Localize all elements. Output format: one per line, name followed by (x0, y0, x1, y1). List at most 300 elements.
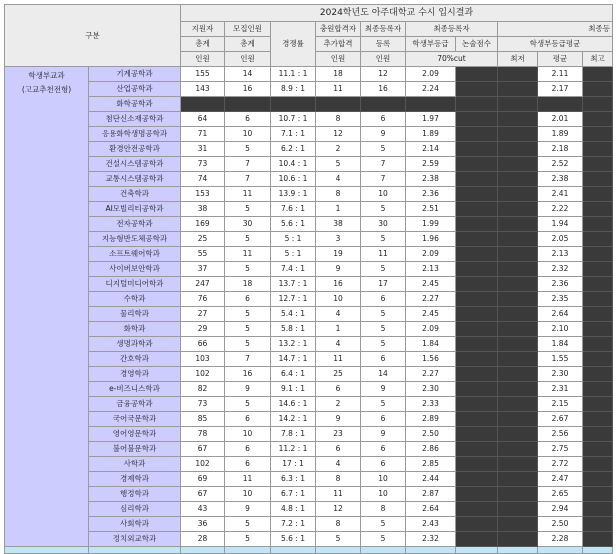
essay-score-cell (456, 232, 498, 247)
admission-results-table-container (4, 4, 612, 554)
essay-score-cell (456, 412, 498, 427)
extra-cell: 8 (316, 187, 361, 202)
max-grade-cell (583, 202, 613, 217)
table-row (5, 247, 613, 262)
applicants-cell: 82 (181, 382, 225, 397)
avg-grade-cell: 2.15 (538, 397, 583, 412)
applicants-cell: 31 (181, 142, 225, 157)
min-grade-cell (498, 367, 538, 382)
essay-score-cell (456, 397, 498, 412)
min-grade-cell (498, 232, 538, 247)
partial-cell (538, 547, 583, 554)
registered-cell: 5 (361, 337, 406, 352)
extra-cell: 1 (316, 202, 361, 217)
registered-cell: 5 (361, 532, 406, 547)
registered-cell: 9 (361, 127, 406, 142)
table-row (5, 67, 613, 82)
max-grade-cell (583, 472, 613, 487)
ratio-cell: 5.6 : 1 (271, 217, 316, 232)
registered-cell: 14 (361, 367, 406, 382)
quota-cell: 5 (225, 142, 271, 157)
max-grade-cell (583, 157, 613, 172)
ratio-cell: 8.9 : 1 (271, 82, 316, 97)
max-grade-cell (583, 337, 613, 352)
extra-cell: 38 (316, 217, 361, 232)
applicants-cell: 43 (181, 502, 225, 517)
table-title: 2024학년도 아주대학교 수시 입시결과 (181, 5, 613, 22)
avg-group-header: 학생부등급평균 (498, 37, 613, 52)
registered-cell: 6 (361, 442, 406, 457)
applicants-cell (181, 97, 225, 112)
registered-cell: 5 (361, 397, 406, 412)
department-name: 수학과 (89, 292, 181, 307)
min-grade-cell (498, 277, 538, 292)
min-grade-cell (498, 412, 538, 427)
extra-cell: 2 (316, 142, 361, 157)
ratio-cell: 13.2 : 1 (271, 337, 316, 352)
grade-cut-cell: 2.27 (406, 292, 456, 307)
applicants-cell: 71 (181, 127, 225, 142)
extra-cell: 4 (316, 307, 361, 322)
ratio-cell: 7.2 : 1 (271, 517, 316, 532)
table-row (5, 352, 613, 367)
applicants-cell: 25 (181, 232, 225, 247)
max-grade-cell (583, 277, 613, 292)
avg-grade-cell: 2.52 (538, 157, 583, 172)
applicants-cell: 143 (181, 82, 225, 97)
table-row (5, 172, 613, 187)
applicants-cell: 74 (181, 172, 225, 187)
extra-cell: 4 (316, 337, 361, 352)
max-grade-cell (583, 82, 613, 97)
avg-grade-cell: 2.64 (538, 307, 583, 322)
extra-cell: 23 (316, 427, 361, 442)
max-header: 최고 (583, 52, 613, 67)
department-name: 불어불문학과 (89, 442, 181, 457)
max-grade-cell (583, 112, 613, 127)
department-name: 국어국문학과 (89, 412, 181, 427)
ratio-cell: 6.2 : 1 (271, 142, 316, 157)
min-grade-cell (498, 427, 538, 442)
applicants-unit: 인원 (181, 52, 225, 67)
registered-cell: 9 (361, 382, 406, 397)
table-row (5, 127, 613, 142)
quota-cell: 10 (225, 487, 271, 502)
extra-cell: 12 (316, 502, 361, 517)
avg-grade-cell: 2.11 (538, 67, 583, 82)
final-header: 최종등록자 (406, 22, 498, 37)
grade-cut-cell: 2.09 (406, 247, 456, 262)
table-row (5, 202, 613, 217)
max-grade-cell (583, 532, 613, 547)
avg-grade-cell: 2.22 (538, 202, 583, 217)
avg-grade-cell: 2.18 (538, 142, 583, 157)
essay-score-cell (456, 487, 498, 502)
registered-cell: 5 (361, 262, 406, 277)
ratio-cell: 5.6 : 1 (271, 532, 316, 547)
ratio-cell: 10.4 : 1 (271, 157, 316, 172)
max-grade-cell (583, 412, 613, 427)
registered-cell: 8 (361, 502, 406, 517)
table-body (5, 67, 613, 554)
department-name: 물리학과 (89, 307, 181, 322)
ratio-cell: 7.4 : 1 (271, 262, 316, 277)
essay-score-cell (456, 367, 498, 382)
essay-score-cell (456, 82, 498, 97)
extra-cell: 5 (316, 532, 361, 547)
essay-score-cell (456, 97, 498, 112)
extra-cell: 9 (316, 262, 361, 277)
department-name: e-비즈니스학과 (89, 382, 181, 397)
quota-cell: 30 (225, 217, 271, 232)
department-name: 환경안전공학과 (89, 142, 181, 157)
max-grade-cell (583, 397, 613, 412)
table-row (5, 382, 613, 397)
quota-cell: 6 (225, 412, 271, 427)
max-grade-cell (583, 307, 613, 322)
registered-cell: 9 (361, 427, 406, 442)
min-grade-cell (498, 352, 538, 367)
registered-header: 최종등록자 (361, 22, 406, 37)
applicants-cell: 85 (181, 412, 225, 427)
department-name: 심리학과 (89, 502, 181, 517)
applicants-cell: 67 (181, 487, 225, 502)
min-grade-cell (498, 112, 538, 127)
quota-cell: 16 (225, 367, 271, 382)
ratio-cell: 6.4 : 1 (271, 367, 316, 382)
table-row (5, 277, 613, 292)
avg-grade-cell: 1.94 (538, 217, 583, 232)
min-grade-cell (498, 322, 538, 337)
department-name: 사학과 (89, 457, 181, 472)
department-name: 첨단신소재공학과 (89, 112, 181, 127)
grade-cut-cell: 1.56 (406, 352, 456, 367)
applicants-cell: 27 (181, 307, 225, 322)
grade-cut-cell: 2.33 (406, 397, 456, 412)
essay-score-cell (456, 442, 498, 457)
extra-cell: 4 (316, 172, 361, 187)
extra-cell: 16 (316, 277, 361, 292)
avg-grade-cell: 2.13 (538, 247, 583, 262)
table-row (5, 442, 613, 457)
quota-cell: 9 (225, 502, 271, 517)
essay-score-cell (456, 112, 498, 127)
registered-sub: 등록 (361, 37, 406, 52)
grade-cut-cell: 1.96 (406, 232, 456, 247)
applicants-cell: 69 (181, 472, 225, 487)
essay-score-cell (456, 292, 498, 307)
category-header: 구분 (5, 5, 181, 67)
avg-grade-cell: 2.05 (538, 232, 583, 247)
department-name: 정치외교학과 (89, 532, 181, 547)
essay-score-cell (456, 127, 498, 142)
ratio-cell: 7.6 : 1 (271, 202, 316, 217)
ratio-cell: 6.3 : 1 (271, 472, 316, 487)
table-row (5, 472, 613, 487)
max-grade-cell (583, 382, 613, 397)
avg-grade-cell: 1.84 (538, 337, 583, 352)
registered-cell: 12 (361, 67, 406, 82)
registered-cell (361, 97, 406, 112)
max-grade-cell (583, 442, 613, 457)
min-grade-cell (498, 142, 538, 157)
ratio-cell: 11.1 : 1 (271, 67, 316, 82)
registered-cell: 17 (361, 277, 406, 292)
registered-cell: 6 (361, 412, 406, 427)
table-row (5, 367, 613, 382)
essay-score-cell (456, 172, 498, 187)
applicants-cell: 29 (181, 322, 225, 337)
min-grade-cell (498, 397, 538, 412)
department-name: 금융공학과 (89, 397, 181, 412)
extra-unit: 인원 (316, 52, 361, 67)
applicants-cell: 169 (181, 217, 225, 232)
table-row (5, 532, 613, 547)
grade-cut-cell: 2.38 (406, 172, 456, 187)
department-name: 지능형반도체공학과 (89, 232, 181, 247)
table-row (5, 217, 613, 232)
essay-score-cell (456, 532, 498, 547)
table-row (5, 157, 613, 172)
department-name: 디지털미디어학과 (89, 277, 181, 292)
department-name: 교통시스템공학과 (89, 172, 181, 187)
applicants-cell: 155 (181, 67, 225, 82)
registered-cell: 16 (361, 82, 406, 97)
essay-score-cell (456, 187, 498, 202)
quota-cell: 5 (225, 307, 271, 322)
final-grade-header: 학생부등급 (406, 37, 456, 52)
department-name: 화학과 (89, 322, 181, 337)
essay-score-cell (456, 352, 498, 367)
grade-cut-cell: 1.99 (406, 217, 456, 232)
avg-grade-cell: 2.94 (538, 502, 583, 517)
max-grade-cell (583, 187, 613, 202)
registered-cell: 6 (361, 292, 406, 307)
max-grade-cell (583, 367, 613, 382)
quota-sub: 총계 (225, 37, 271, 52)
extra-cell: 4 (316, 457, 361, 472)
extra-cell: 12 (316, 127, 361, 142)
min-grade-cell (498, 157, 538, 172)
grade-cut-cell: 2.09 (406, 322, 456, 337)
registered-cell: 5 (361, 307, 406, 322)
department-name: 전자공학과 (89, 217, 181, 232)
table-row (5, 322, 613, 337)
table-row (5, 412, 613, 427)
registered-cell: 6 (361, 352, 406, 367)
ratio-cell: 7.1 : 1 (271, 127, 316, 142)
avg-grade-cell: 2.41 (538, 187, 583, 202)
table-row (5, 337, 613, 352)
avg-grade-cell: 2.67 (538, 412, 583, 427)
extra-cell: 8 (316, 517, 361, 532)
avg-grade-cell: 2.65 (538, 487, 583, 502)
partial-cell (271, 547, 316, 554)
applicants-cell: 102 (181, 367, 225, 382)
table-row (5, 142, 613, 157)
ratio-cell (271, 97, 316, 112)
grade-cut-cell: 2.50 (406, 427, 456, 442)
avg-grade-cell: 2.72 (538, 457, 583, 472)
extra-cell: 5 (316, 157, 361, 172)
grade-cut-cell: 2.85 (406, 457, 456, 472)
min-grade-cell (498, 442, 538, 457)
ratio-cell: 9.1 : 1 (271, 382, 316, 397)
avg-grade-cell: 2.47 (538, 472, 583, 487)
avg-grade-cell: 2.56 (538, 427, 583, 442)
admission-results-table (4, 4, 613, 554)
extra-cell: 11 (316, 487, 361, 502)
min-grade-cell (498, 247, 538, 262)
extra-cell: 8 (316, 472, 361, 487)
ratio-header: 경쟁률 (271, 22, 316, 67)
max-grade-cell (583, 67, 613, 82)
essay-score-cell (456, 307, 498, 322)
extra-cell: 25 (316, 367, 361, 382)
quota-cell: 16 (225, 82, 271, 97)
grade-cut-cell: 2.09 (406, 67, 456, 82)
min-grade-cell (498, 502, 538, 517)
ratio-cell: 5.4 : 1 (271, 307, 316, 322)
final-essay-header: 논술점수 (456, 37, 498, 52)
group-name: 학생부교과 (28, 71, 65, 80)
avg-grade-cell: 2.35 (538, 292, 583, 307)
min-grade-cell (498, 217, 538, 232)
applicants-cell: 73 (181, 157, 225, 172)
department-name: 기계공학과 (89, 67, 181, 82)
min-grade-cell (498, 262, 538, 277)
applicants-cell: 36 (181, 517, 225, 532)
extra-cell: 11 (316, 82, 361, 97)
table-row (5, 97, 613, 112)
min-grade-cell (498, 457, 538, 472)
grade-cut-cell: 2.36 (406, 187, 456, 202)
quota-cell: 6 (225, 292, 271, 307)
partial-cell (181, 547, 225, 554)
table-row (5, 517, 613, 532)
extra-cell (316, 97, 361, 112)
max-grade-cell (583, 232, 613, 247)
registered-cell: 7 (361, 157, 406, 172)
max-grade-cell (583, 517, 613, 532)
essay-score-cell (456, 457, 498, 472)
max-grade-cell (583, 217, 613, 232)
registered-cell: 10 (361, 487, 406, 502)
partial-cell (498, 547, 538, 554)
avg-grade-cell: 2.31 (538, 382, 583, 397)
department-name: 행정학과 (89, 487, 181, 502)
max-grade-cell (583, 142, 613, 157)
applicants-cell: 78 (181, 427, 225, 442)
registered-cell: 7 (361, 172, 406, 187)
quota-cell: 5 (225, 262, 271, 277)
extra-sub: 추가합격 (316, 37, 361, 52)
quota-cell: 7 (225, 172, 271, 187)
partial-cell (89, 547, 181, 554)
registered-cell: 6 (361, 457, 406, 472)
extra-cell: 11 (316, 352, 361, 367)
department-name: 사회학과 (89, 517, 181, 532)
essay-score-cell (456, 517, 498, 532)
applicants-cell: 64 (181, 112, 225, 127)
grade-cut-cell: 2.86 (406, 442, 456, 457)
min-grade-cell (498, 202, 538, 217)
table-row (5, 397, 613, 412)
min-grade-cell (498, 187, 538, 202)
grade-cut-cell: 2.87 (406, 487, 456, 502)
quota-cell: 7 (225, 352, 271, 367)
table-row (5, 262, 613, 277)
essay-score-cell (456, 382, 498, 397)
extra-cell: 6 (316, 382, 361, 397)
partial-cell (225, 547, 271, 554)
quota-unit: 인원 (225, 52, 271, 67)
table-row (5, 82, 613, 97)
ratio-cell: 10.6 : 1 (271, 172, 316, 187)
applicants-cell: 153 (181, 187, 225, 202)
min-grade-cell (498, 532, 538, 547)
registered-cell: 10 (361, 472, 406, 487)
quota-cell: 11 (225, 187, 271, 202)
ratio-cell: 13.7 : 1 (271, 277, 316, 292)
table-row (5, 187, 613, 202)
essay-score-cell (456, 427, 498, 442)
min-grade-cell (498, 517, 538, 532)
registered-cell: 10 (361, 187, 406, 202)
quota-cell: 18 (225, 277, 271, 292)
registered-cell: 5 (361, 202, 406, 217)
department-name: 경제학과 (89, 472, 181, 487)
grade-cut-cell: 2.13 (406, 262, 456, 277)
grade-cut-cell: 1.89 (406, 127, 456, 142)
min-grade-cell (498, 67, 538, 82)
grade-cut-cell: 2.44 (406, 472, 456, 487)
department-name: 영어영문학과 (89, 427, 181, 442)
quota-cell: 10 (225, 427, 271, 442)
partial-cell (316, 547, 361, 554)
min-grade-cell (498, 337, 538, 352)
department-name: 간호학과 (89, 352, 181, 367)
essay-score-cell (456, 472, 498, 487)
quota-cell: 5 (225, 322, 271, 337)
avg-grade-cell: 2.32 (538, 262, 583, 277)
partial-cell (5, 547, 89, 554)
group-sub: (고교추천전형) (21, 85, 72, 94)
grade-cut-cell: 2.32 (406, 532, 456, 547)
quota-cell: 11 (225, 247, 271, 262)
essay-score-cell (456, 67, 498, 82)
applicants-cell: 66 (181, 337, 225, 352)
essay-score-cell (456, 337, 498, 352)
quota-cell: 5 (225, 532, 271, 547)
avg-grade-cell: 2.50 (538, 517, 583, 532)
ratio-cell: 7.8 : 1 (271, 427, 316, 442)
registered-cell: 11 (361, 247, 406, 262)
quota-cell: 9 (225, 382, 271, 397)
quota-cell: 5 (225, 202, 271, 217)
ratio-cell: 14.2 : 1 (271, 412, 316, 427)
avg-grade-cell: 2.10 (538, 322, 583, 337)
grade-cut-cell: 2.59 (406, 157, 456, 172)
registered-unit: 인원 (361, 52, 406, 67)
essay-score-cell (456, 202, 498, 217)
ratio-cell: 6.7 : 1 (271, 487, 316, 502)
avg-grade-cell: 1.89 (538, 127, 583, 142)
applicants-cell: 73 (181, 397, 225, 412)
essay-score-cell (456, 502, 498, 517)
max-grade-cell (583, 97, 613, 112)
max-grade-cell (583, 502, 613, 517)
